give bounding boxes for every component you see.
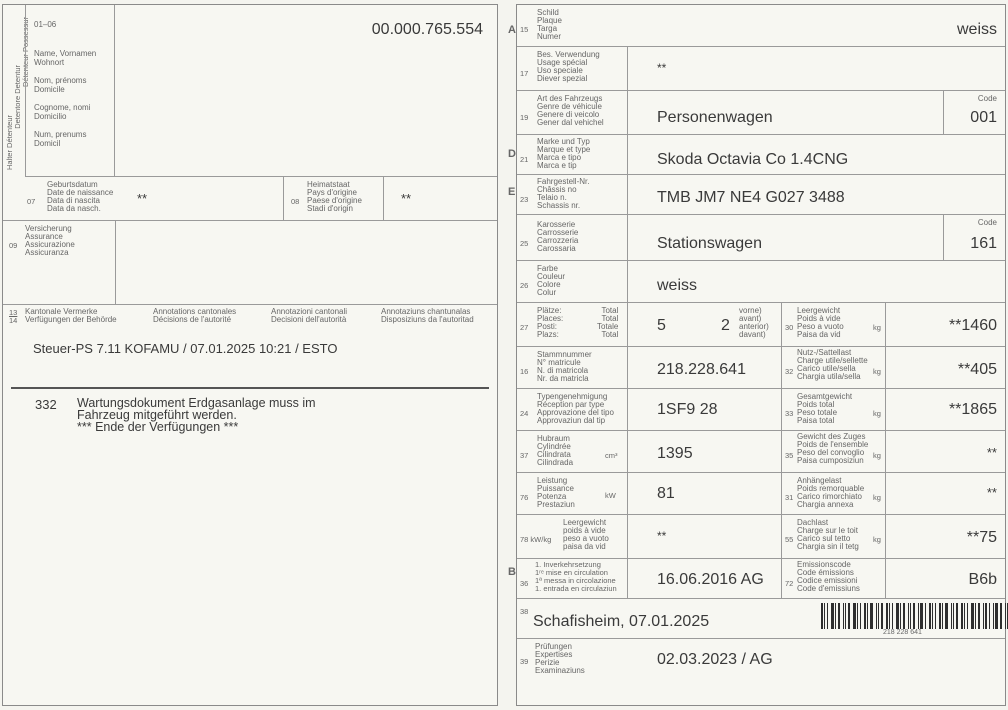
f17-num: 17 [520,69,529,78]
kg-unit: kg [873,323,881,332]
barcode-bar [881,603,883,629]
f30-label: Leergewicht Poids à vide Peso a vuoto Paisa da vid [797,306,844,339]
barcode-bar [876,603,877,629]
barcode-image [821,603,1008,629]
f33-value: **1865 [948,401,997,418]
barcode-bar [886,603,888,629]
barcode-bar [985,603,987,629]
barcode-bar [913,603,915,629]
divider [885,515,886,559]
f30-num: 30 [785,323,794,332]
code-label: Code [977,218,997,227]
barcode-bar [831,603,834,629]
margin-letter-d: D [508,148,516,160]
kg-unit: kg [873,493,881,502]
holder-label-cell [25,5,115,177]
divider [885,473,886,515]
divider [627,261,628,303]
divider [627,431,628,473]
holder-field-labels: Name, Vornamen Wohnort Nom, prénoms Domicile Cognome, nomi Domicilio Num, prenums Domicil [34,49,97,148]
f13-num: 13 [9,308,18,317]
holder-value-cell [115,5,497,177]
row-19 [517,91,1005,135]
remark-code: 332 [35,397,57,412]
f24-label: Typengenehmigung Réception par type Approvazione del tipo Approvaziun dal tip [537,392,614,425]
barcode-bar [929,603,931,629]
f08-label: Heimatstaat Pays d'origine Paese d'origine Stadi d'origin [307,180,362,213]
barcode-bar [956,603,958,629]
f19-label: Art des Fahrzeugs Genre de véhicule Genere di veicolo Gener dal vehichel [537,94,604,127]
divider [885,431,886,473]
barcode-bar [821,603,823,629]
margin-letter-e: E [508,186,516,198]
kg-unit: kg [873,409,881,418]
barcode-bar [870,603,873,629]
f38-num: 38 [520,607,529,616]
f16-label: Stammnummer N° matricule N. di matricola Nr. da matricla [537,350,592,383]
row-27-30 [517,303,1005,347]
f72-num: 72 [785,579,794,588]
divider [943,215,944,261]
f19-value: Personenwagen [657,109,773,126]
holder-number: 00.000.765.554 [371,21,483,38]
f15-value: weiss [956,21,997,38]
f37-num: 37 [520,451,529,460]
f09-label: Versicherung Assurance Assicurazione Assicuranza [25,224,75,257]
barcode-bar [932,603,933,629]
barcode-bar [920,603,923,629]
margin-letter-b: B [508,566,516,578]
f15-num: 15 [520,25,529,34]
row-07-08 [3,177,497,221]
f07-label: Geburtsdatum Date de naissance Data di nascita Data da nasch. [47,180,114,213]
f31-value: ** [986,485,997,500]
f38-value: Schafisheim, 07.01.2025 [533,613,710,630]
barcode-bar [971,603,974,629]
f13-label-de: Kantonale Vermerke Verfügungen der Behörde [25,307,117,324]
barcode-bar [835,603,836,629]
barcode-bar [961,603,963,629]
barcode-bar [867,603,868,629]
f13-label-fr: Annotations cantonales Décisions de l'autorité [153,307,237,324]
f76-label: Leistung Puissance Potenza Prestaziun [537,476,575,509]
divider [627,347,628,389]
f35-label: Gewicht des Zuges Poids de l'ensemble Peso del convoglio Paisa cumposiziun [797,432,869,465]
barcode-bar [989,603,990,629]
barcode-bar [1005,603,1006,629]
f27-num: 27 [520,323,529,332]
f23-value: TMB JM7 NE4 G027 3488 [657,189,845,206]
barcode-bar [939,603,941,629]
f25-num: 25 [520,239,529,248]
f33-num: 33 [785,409,794,418]
remark-line-2: Fahrzeug mitgeführt werden. [77,408,237,422]
barcode-bar [995,603,998,629]
barcode-bar [827,603,828,629]
divider [885,559,886,599]
f25-code: 161 [970,235,997,252]
remark-line-3: *** Ende der Verfügungen *** [77,420,239,434]
f19-num: 19 [520,113,529,122]
barcode-bar [824,603,825,629]
f39-num: 39 [520,657,529,666]
row-78-55 [517,515,1005,559]
f76-num: 76 [520,493,529,502]
f16-value: 218.228.641 [657,361,746,378]
row-21 [517,135,1005,175]
remarks-divider [11,387,489,389]
divider [885,303,886,347]
barcode-bar [838,603,840,629]
range-code: 01–06 [34,20,57,29]
divider [943,91,944,135]
margin-letter-a: A [508,24,516,36]
barcode-bar [878,603,879,629]
f33-label: Gesamtgewicht Poids total Peso totale Paisa total [797,392,853,425]
f32-num: 32 [785,367,794,376]
barcode-bar [889,603,890,629]
row-15 [517,5,1005,47]
f27-front-value: 2 [721,317,730,334]
f72-value: B6b [968,571,997,588]
f32-value: **405 [957,361,997,378]
f21-label: Marke und Typ Marque et type Marca e tipo Marca e tip [537,137,591,170]
f36-num: 36 [520,579,529,588]
barcode-bar [903,603,905,629]
f07-value: ** [137,191,148,206]
f27-value: 5 [657,317,666,334]
barcode-number: 218 228 641 [883,629,922,636]
f55-value: **75 [966,529,997,546]
kg-unit: kg [873,451,881,460]
barcode-bar [942,603,943,629]
f55-label: Dachlast Charge sur le toit Carico sul tetto Chargia sin il tetg [797,518,859,551]
kg-unit: kg [873,535,881,544]
f37-label: Hubraum Cylindrée Cilindrata Cilindrada [537,434,574,467]
f36-value: 16.06.2016 AG [657,571,764,588]
barcode-bar [964,603,965,629]
f16-num: 16 [520,367,529,376]
barcode-bar [892,603,893,629]
divider [885,389,886,431]
barcode-bar [967,603,968,629]
holder-vertical-label-1: Halter Détenteur [5,115,14,171]
steuer-line: Steuer-PS 7.11 KOFAMU / 07.01.2025 10:21 / ESTO [33,341,338,356]
f17-value: ** [657,61,667,75]
barcode-bar [978,603,980,629]
f76-unit: kW [605,491,616,500]
divider [627,303,628,347]
f72-label: Emissionscode Code émissions Codice emissioni Code d'emissiuns [797,560,860,593]
f76-value: 81 [657,485,675,502]
f14-num: 14 [9,316,18,325]
barcode-bar [853,603,856,629]
f36-label: 1. Inverkehrsetzung 1ʳᵉ mise en circulation 1ª messa in circolazione 1. entrada en circulaziun [535,560,617,593]
row-37-35 [517,431,1005,473]
kg-unit: kg [873,367,881,376]
barcode-bar [975,603,976,629]
row-23 [517,175,1005,215]
barcode-bar [918,603,919,629]
remark-line-1: Wartungsdokument Erdgasanlage muss im [77,396,316,410]
f08-num: 08 [291,197,300,206]
row-26 [517,261,1005,303]
f26-num: 26 [520,281,529,290]
f21-value: Skoda Octavia Co 1.4CNG [657,151,849,168]
code-label: Code [977,94,997,103]
f26-value: weiss [657,277,698,294]
row-24-33 [517,389,1005,431]
f23-num: 23 [520,195,529,204]
barcode-bar [925,603,926,629]
f31-num: 31 [785,493,794,502]
f37-value: 1395 [657,445,693,462]
barcode-bar [864,603,866,629]
row-76-31 [517,473,1005,515]
f15-label: Schild Plaque Targa Numer [537,8,562,41]
barcode-bar [857,603,858,629]
f78-value: ** [657,529,667,543]
row-09 [3,221,497,305]
row-13-14 [3,305,497,335]
f37-unit: cm³ [605,451,618,460]
f78-sublabel: Leergewicht poids à vide peso a vuoto paisa da vid [563,518,609,551]
f39-value: 02.03.2023 / AG [657,651,773,668]
f23-label: Fahrgestell-Nr. Châssis no Telaio n. Schassis nr. [537,177,590,210]
barcode-bar [860,603,861,629]
divider [627,215,628,261]
row-17 [517,47,1005,91]
divider [627,515,628,559]
barcode-bar [993,603,994,629]
f35-value: ** [986,445,997,460]
f24-num: 24 [520,409,529,418]
barcode-bar [953,603,954,629]
f07-num: 07 [27,197,36,206]
row-25 [517,215,1005,261]
f27-front-label: vorne) avant) anterior) davant) [739,306,769,339]
remark-text [77,397,316,433]
divider [627,91,628,135]
f24-value: 1SF9 28 [657,401,718,418]
barcode-bar [945,603,948,629]
holder-vertical-label-2: Detentore Detentur [13,65,22,129]
barcode-bar [908,603,909,629]
f25-value: Stationswagen [657,235,762,252]
f32-label: Nutz-/Sattellast Charge utile/sellette Carico utile/sella Chargia utila/sella [797,348,868,381]
barcode-bar [900,603,901,629]
f30-value: **1460 [948,317,997,334]
f78-label: 78 kW/kg [520,535,552,544]
barcode-bar [910,603,911,629]
divider [627,135,628,175]
barcode-bar [843,603,844,629]
barcode-bar [845,603,846,629]
barcode-bar [983,603,984,629]
divider [885,347,886,389]
left-page [2,4,498,706]
f13-label-rm: Annotaziuns chantunalas Disposiziuns da l'autoritad [381,307,474,324]
f35-num: 35 [785,451,794,460]
divider [383,177,384,221]
f09-num: 09 [9,241,18,250]
divider [627,559,628,599]
f25-label: Karosserie Carrosserie Carrozzeria Carossaria [537,220,579,253]
holder-vertical-label-3: Détenteur Possessur [21,17,30,88]
row-39 [517,639,1005,705]
barcode-bar [935,603,936,629]
f27-label: Plätze: Places: Posti: Plazs: [537,306,564,339]
barcode-bar [1000,603,1002,629]
f55-num: 55 [785,535,794,544]
right-page [516,4,1006,706]
f17-label: Bes. Verwendung Usage spécial Uso speciale Diever spezial [537,50,600,83]
row-38 [517,599,1005,639]
divider [283,177,284,221]
barcode-bar [848,603,850,629]
divider [627,175,628,215]
f39-label: Prüfungen Expertises Perizie Examinaziuns [535,642,585,675]
barcode-bar [951,603,952,629]
f13-label-it: Annotazioni cantonali Decisioni dell'autorità [271,307,348,324]
divider [115,221,116,305]
divider [627,389,628,431]
f27-total-label: Total Total Totale Total [597,306,619,339]
f21-num: 21 [520,155,529,164]
divider [627,47,628,91]
f19-code: 001 [970,109,997,126]
f26-label: Farbe Couleur Colore Colur [537,264,566,297]
row-16-32 [517,347,1005,389]
divider [627,473,628,515]
f08-value: ** [401,191,412,206]
row-36-72 [517,559,1005,599]
f31-label: Anhängelast Poids remorquable Carico rimorchiato Chargia annexa [797,476,865,509]
barcode-bar [896,603,899,629]
divider [781,559,782,599]
